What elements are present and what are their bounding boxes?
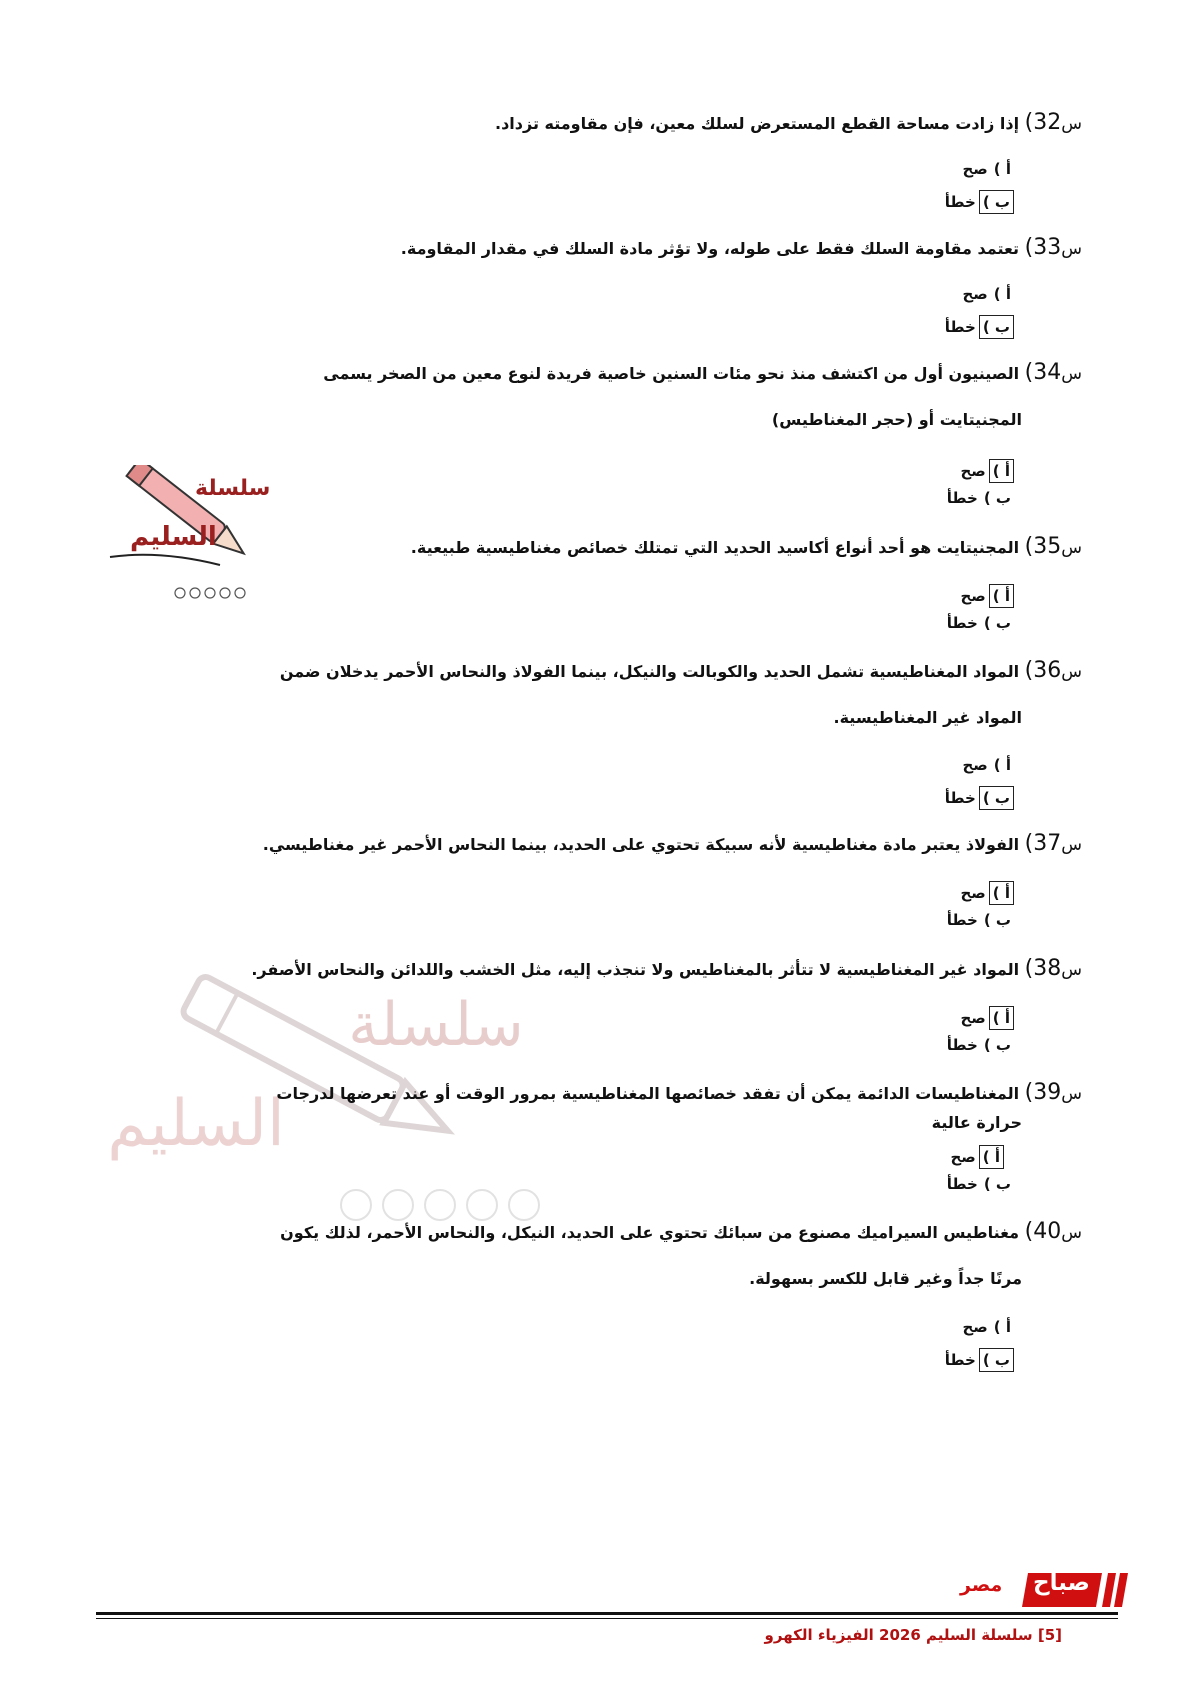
option-a[interactable] (962, 160, 1014, 178)
question-prefix: س (1061, 239, 1082, 259)
question-number: 37) (1024, 831, 1062, 856)
option-label: خطأ (944, 318, 976, 336)
question-continuation: المجنيتايت أو (حجر المغناطيس) (771, 410, 1022, 429)
question-number: 32) (1024, 110, 1062, 135)
question-continuation: المواد غير المغناطيسية. (833, 708, 1022, 727)
watermark-small (100, 465, 290, 605)
option-a[interactable] (962, 1318, 1014, 1336)
option-label: صح (962, 285, 988, 303)
option-letter: ب ) (983, 489, 1011, 507)
option-letter-selected: ب ) (979, 190, 1014, 214)
option-label: صح (960, 587, 986, 605)
question-text: تعتمد مقاومة السلك فقط على طوله، ولا تؤثر مادة السلك في مقدار المقاومة. (400, 239, 1020, 258)
option-letter-selected: أ ) (989, 584, 1014, 608)
option-letter: أ ) (993, 160, 1011, 178)
footer-divider (96, 1612, 1118, 1615)
question-text: إذا زادت مساحة القطع المستعرض لسلك معين، فإن مقاومته تزداد. (495, 114, 1020, 133)
option-letter-selected: أ ) (989, 1006, 1014, 1030)
question-number: 38) (1024, 956, 1062, 981)
question-33 (401, 235, 1082, 260)
option-label: خطأ (944, 789, 976, 807)
question-text: المغناطيسات الدائمة يمكن أن تفقد خصائصها المغناطيسية بمرور الوقت أو عند تعرضها لدرجات (276, 1084, 1020, 1103)
question-37 (263, 831, 1082, 856)
option-letter: أ ) (993, 285, 1011, 303)
option-b[interactable] (947, 1175, 1014, 1193)
watermark-small-text-2: السليم (130, 522, 217, 552)
option-a[interactable] (950, 1145, 1004, 1169)
question-text: المواد غير المغناطيسية لا تتأثر بالمغناطيس ولا تنجذب إليه، مثل الخشب واللدائن والنحاس الأصفر. (251, 960, 1020, 979)
option-letter: ب ) (983, 1036, 1011, 1054)
option-label: صح (960, 462, 986, 480)
question-continuation: حرارة عالية (931, 1113, 1022, 1132)
option-letter: أ ) (993, 756, 1011, 774)
question-number: 34) (1024, 360, 1062, 385)
question-prefix: س (1061, 114, 1082, 134)
question-34 (323, 360, 1082, 385)
option-b[interactable] (945, 1348, 1014, 1372)
option-b[interactable] (945, 190, 1014, 214)
option-a[interactable] (960, 459, 1014, 483)
logo-name: صباح (1033, 1570, 1090, 1596)
option-label: صح (962, 756, 988, 774)
option-letter: ب ) (983, 614, 1011, 632)
option-label: خطأ (946, 1036, 978, 1054)
option-letter-selected: ب ) (979, 315, 1014, 339)
option-label: خطأ (946, 489, 978, 507)
option-letter-selected: أ ) (989, 881, 1014, 905)
footer-text: [5] سلسلة السليم 2026 الفيزياء الكهرو (764, 1626, 1062, 1644)
option-a[interactable] (960, 881, 1014, 905)
option-label: خطأ (944, 193, 976, 211)
question-prefix: س (1061, 960, 1082, 980)
question-text: الفولاذ يعتبر مادة مغناطيسية لأنه سبيكة تحتوي على الحديد، بينما النحاس الأحمر غير مغناطيسي. (262, 835, 1020, 854)
question-39 (276, 1080, 1082, 1105)
question-35 (411, 534, 1082, 559)
question-number: 33) (1024, 235, 1062, 260)
option-b[interactable] (945, 786, 1014, 810)
question-number: 35) (1024, 534, 1062, 559)
option-b[interactable] (945, 315, 1014, 339)
question-32 (495, 110, 1082, 135)
option-letter: ب ) (983, 911, 1011, 929)
option-letter-selected: ب ) (979, 786, 1014, 810)
question-prefix: س (1061, 364, 1082, 384)
footer-divider-thin (96, 1618, 1118, 1619)
option-label: خطأ (946, 911, 978, 929)
option-label: صح (950, 1148, 976, 1166)
question-text: مغناطيس السيراميك مصنوع من سبائك تحتوي على الحديد، النيكل، والنحاس الأحمر، لذلك يكون (280, 1223, 1020, 1242)
option-b[interactable] (947, 1036, 1014, 1054)
logo-sub: مصر (960, 1574, 1003, 1596)
watermark-text-2: السليم (107, 1087, 285, 1161)
question-36 (280, 658, 1082, 683)
question-prefix: س (1061, 1084, 1082, 1104)
watermark-small-text-1: سلسلة (195, 476, 271, 501)
option-label: صح (960, 1009, 986, 1027)
question-38 (251, 956, 1082, 981)
option-letter-selected: ب ) (979, 1348, 1014, 1372)
option-label: صح (960, 884, 986, 902)
question-number: 36) (1024, 658, 1062, 683)
question-text: المواد المغناطيسية تشمل الحديد والكوبالت والنيكل، بينما الفولاذ والنحاس الأحمر يدخلان ضمن (279, 662, 1020, 681)
option-b[interactable] (947, 911, 1014, 929)
option-a[interactable] (960, 1006, 1014, 1030)
option-label: صح (962, 1318, 988, 1336)
option-letter: أ ) (993, 1318, 1011, 1336)
option-letter-selected: أ ) (979, 1145, 1004, 1169)
question-40 (280, 1219, 1082, 1244)
question-number: 40) (1024, 1219, 1062, 1244)
option-letter-selected: أ ) (989, 459, 1014, 483)
question-text: الصينيون أول من اكتشف منذ نحو مئات السنين خاصية فريدة لنوع معين من الصخر يسمى (323, 364, 1020, 383)
option-a[interactable] (962, 756, 1014, 774)
question-prefix: س (1061, 835, 1082, 855)
option-a[interactable] (960, 584, 1014, 608)
option-a[interactable] (962, 285, 1014, 303)
question-prefix: س (1061, 1223, 1082, 1243)
question-prefix: س (1061, 662, 1082, 682)
option-label: صح (962, 160, 988, 178)
question-prefix: س (1061, 538, 1082, 558)
question-continuation: مرنًا جداً وغير قابل للكسر بسهولة. (749, 1269, 1022, 1288)
option-label: خطأ (944, 1351, 976, 1369)
question-text: المجنيتايت هو أحد أنواع أكاسيد الحديد التي تمتلك خصائص مغناطيسية طبيعية. (410, 538, 1020, 557)
option-label: خطأ (946, 614, 978, 632)
option-letter: ب ) (983, 1175, 1011, 1193)
option-label: خطأ (946, 1175, 978, 1193)
question-number: 39) (1024, 1080, 1062, 1105)
option-b[interactable] (947, 489, 1014, 507)
watermark-text-1: سلسلة (348, 990, 524, 1060)
option-b[interactable] (947, 614, 1014, 632)
